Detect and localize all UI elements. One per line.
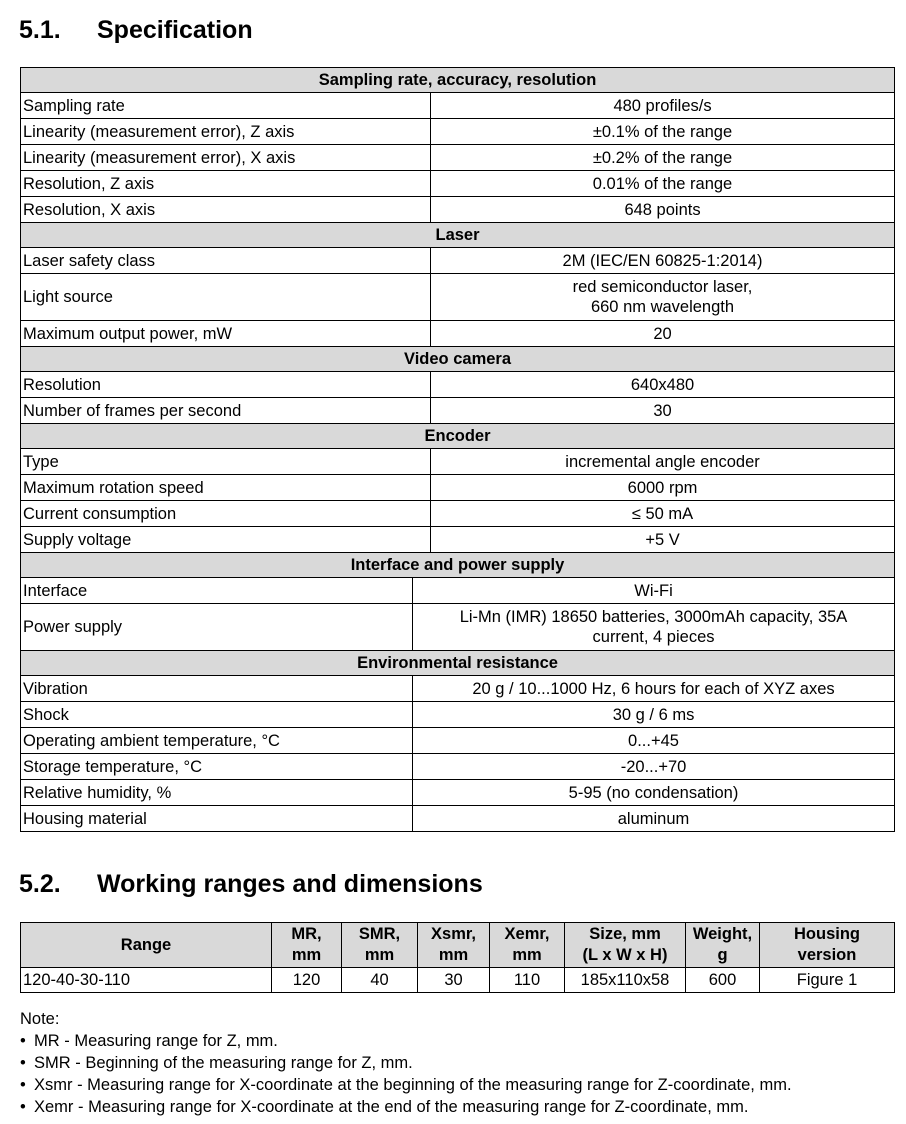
note-item [20,1096,792,1118]
note-text: MR - Measuring range for Z, mm. [34,1032,278,1050]
column-header: Weight, g [686,923,760,968]
spec-value: incremental angle encoder [431,449,895,475]
spec-label: Sampling rate [21,93,431,119]
spec-label: Interface [21,578,413,604]
table-row [21,119,895,145]
note-text: Xemr - Measuring range for X-coordinate at the end of the measuring range for Z-coordinate, mm. [34,1098,749,1116]
table-row [21,578,895,604]
table-cell: 120 [272,968,342,993]
table-row [21,780,895,806]
table-row [21,702,895,728]
table-cell: 120-40-30-110 [21,968,272,993]
column-header: Housing version [760,923,895,968]
spec-value: -20...+70 [413,754,895,780]
spec-value: Wi-Fi [413,578,895,604]
table-row [21,806,895,832]
section-header: Encoder [21,424,895,449]
spec-label: Relative humidity, % [21,780,413,806]
spec-value: +5 V [431,527,895,553]
table-header-row [21,923,895,968]
bullet-icon: • [20,1032,26,1050]
spec-label: Number of frames per second [21,398,431,424]
notes [20,1008,792,1118]
table-row [21,728,895,754]
section-header: Sampling rate, accuracy, resolution [21,68,895,93]
table-row [21,449,895,475]
table-cell: 110 [490,968,565,993]
specification-table [20,67,895,832]
note-item [20,1030,792,1052]
spec-value: 2M (IEC/EN 60825-1:2014) [431,248,895,274]
spec-label: Maximum rotation speed [21,475,431,501]
spec-value: 640x480 [431,372,895,398]
bullet-icon: • [20,1054,26,1072]
note-text: SMR - Beginning of the measuring range for Z, mm. [34,1054,413,1072]
table-row [21,527,895,553]
spec-label: Resolution, Z axis [21,171,431,197]
section-header-row [21,651,895,676]
table-row [21,754,895,780]
table-row [21,248,895,274]
spec-label: Linearity (measurement error), Z axis [21,119,431,145]
note-item [20,1074,792,1096]
table-row [21,475,895,501]
table-cell: Figure 1 [760,968,895,993]
spec-value: red semiconductor laser, 660 nm wavelength [431,274,895,321]
section-number: 5.1. [19,16,61,44]
spec-label: Current consumption [21,501,431,527]
spec-label: Resolution [21,372,431,398]
spec-label: Resolution, X axis [21,197,431,223]
table-row [21,197,895,223]
spec-label: Storage temperature, °C [21,754,413,780]
table-cell: 600 [686,968,760,993]
spec-label: Laser safety class [21,248,431,274]
spec-label: Light source [21,274,431,321]
section-header: Video camera [21,347,895,372]
spec-value: 0.01% of the range [431,171,895,197]
spec-label: Shock [21,702,413,728]
section-title: Specification [97,16,253,44]
spec-value: 20 g / 10...1000 Hz, 6 hours for each of XYZ axes [413,676,895,702]
working-ranges-table [20,922,895,993]
spec-value: 30 g / 6 ms [413,702,895,728]
spec-label: Power supply [21,604,413,651]
spec-value: ≤ 50 mA [431,501,895,527]
table-row [21,968,895,993]
section-number: 5.2. [19,870,61,898]
table-row [21,398,895,424]
spec-label: Housing material [21,806,413,832]
spec-label: Maximum output power, mW [21,321,431,347]
spec-label: Linearity (measurement error), X axis [21,145,431,171]
spec-value: 30 [431,398,895,424]
section-header-row [21,68,895,93]
section-header-row [21,223,895,248]
section-heading-specification [19,16,253,45]
section-header: Laser [21,223,895,248]
spec-value: 648 points [431,197,895,223]
section-title: Working ranges and dimensions [97,870,483,898]
note-text: Xsmr - Measuring range for X-coordinate at the beginning of the measuring range for Z-coordinate, mm. [34,1076,792,1094]
spec-value: ±0.1% of the range [431,119,895,145]
spec-value: aluminum [413,806,895,832]
section-header-row [21,424,895,449]
spec-value: ±0.2% of the range [431,145,895,171]
column-header: Xemr, mm [490,923,565,968]
table-row [21,676,895,702]
table-row [21,171,895,197]
column-header: Xsmr, mm [418,923,490,968]
table-row [21,501,895,527]
spec-value: 20 [431,321,895,347]
note-item [20,1052,792,1074]
table-row [21,93,895,119]
table-row [21,145,895,171]
spec-label: Operating ambient temperature, °C [21,728,413,754]
table-row [21,321,895,347]
table-cell: 185x110x58 [565,968,686,993]
spec-value: 6000 rpm [431,475,895,501]
table-row [21,274,895,321]
notes-title: Note: [20,1010,60,1028]
spec-value: 0...+45 [413,728,895,754]
bullet-icon: • [20,1098,26,1116]
column-header: Range [21,923,272,968]
table-cell: 30 [418,968,490,993]
section-header: Environmental resistance [21,651,895,676]
column-header: Size, mm (L x W x H) [565,923,686,968]
section-header-row [21,553,895,578]
spec-label: Type [21,449,431,475]
section-header-row [21,347,895,372]
spec-label: Supply voltage [21,527,431,553]
bullet-icon: • [20,1076,26,1094]
section-header: Interface and power supply [21,553,895,578]
spec-label: Vibration [21,676,413,702]
spec-value: Li-Mn (IMR) 18650 batteries, 3000mAh capacity, 35A current, 4 pieces [413,604,895,651]
spec-value: 480 profiles/s [431,93,895,119]
column-header: MR, mm [272,923,342,968]
table-cell: 40 [342,968,418,993]
table-row [21,604,895,651]
spec-value: 5-95 (no condensation) [413,780,895,806]
table-row [21,372,895,398]
section-heading-working-ranges [19,870,483,899]
column-header: SMR, mm [342,923,418,968]
